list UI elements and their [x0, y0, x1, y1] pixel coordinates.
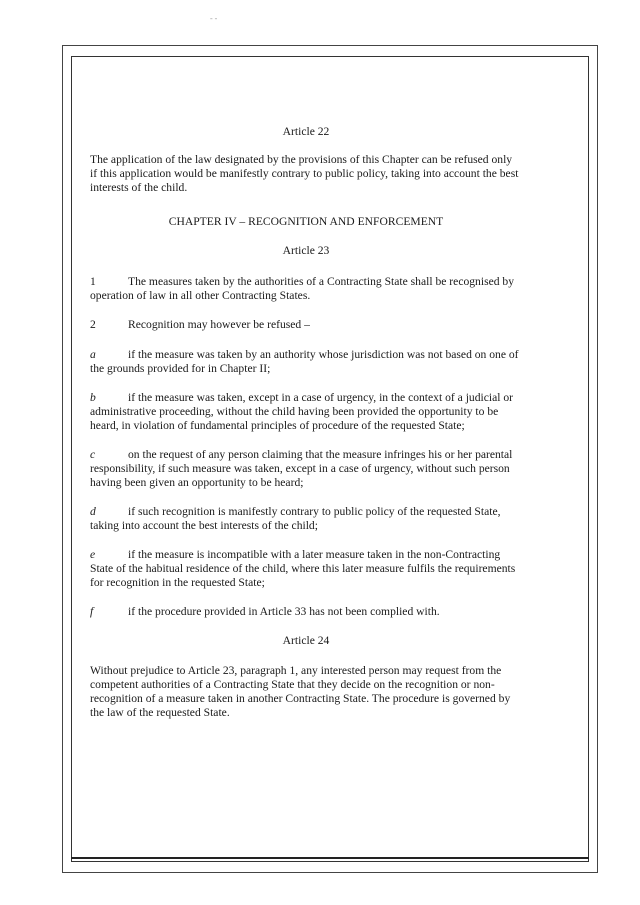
page-border-bottom-rule — [71, 857, 589, 859]
chapter-4-heading: CHAPTER IV – RECOGNITION AND ENFORCEMENT — [168, 215, 444, 228]
document-body — [90, 125, 522, 720]
paragraph-number: 1 — [90, 275, 96, 288]
article-24-heading: Article 24 — [282, 634, 330, 647]
article-23-item-a — [90, 348, 522, 376]
paragraph-text: Recognition may however be refused – — [128, 318, 310, 331]
item-text: on the request of any person claiming that the measure infringes his or her parental responsibility, if such measure was taken, except in a case of urgency, without such person having been given an opportunity to be heard; — [90, 448, 513, 489]
item-letter: d — [90, 505, 96, 518]
article-22-heading: Article 22 — [282, 125, 330, 138]
item-letter: f — [90, 605, 94, 618]
item-text: if the measure is incompatible with a later measure taken in the non-Contracting State of the habitual residence of the child, where this later measure fulfils the requirements for recognition in the requested State; — [90, 548, 516, 589]
article-23-paragraph-2 — [90, 318, 522, 332]
article-23-item-d — [90, 505, 522, 533]
item-text: if such recognition is manifestly contrary to public policy of the requested State, taking into account the best interests of the child; — [90, 505, 501, 532]
item-text: if the measure was taken, except in a case of urgency, in the context of a judicial or administrative proceeding, without the child having been provided the opportunity to be heard, in violation of fundamental principles of procedure of the requested State; — [90, 391, 514, 432]
article-23-item-e — [90, 548, 522, 590]
item-letter: b — [90, 391, 96, 404]
item-letter: a — [90, 348, 96, 361]
paragraph-number: 2 — [90, 318, 96, 331]
article-23-item-c — [90, 448, 522, 490]
item-text: if the procedure provided in Article 33 has not been complied with. — [128, 605, 440, 618]
article-23-heading: Article 23 — [282, 244, 330, 257]
article-23-item-f — [90, 605, 522, 619]
item-letter: c — [90, 448, 96, 461]
paragraph-text: The measures taken by the authorities of a Contracting State shall be recognised by operation of law in all other Contracting States. — [90, 275, 515, 302]
item-text: if the measure was taken by an authority whose jurisdiction was not based on one of the grounds provided for in Chapter II; — [90, 348, 519, 375]
article-22-text: The application of the law designated by the provisions of this Chapter can be refused only if this application would be manifestly contrary to public policy, taking into account the best interests of the child. — [90, 153, 519, 194]
article-23-item-b — [90, 391, 522, 433]
item-letter: e — [90, 548, 96, 561]
article-23-paragraph-1 — [90, 275, 522, 303]
article-24-text: Without prejudice to Article 23, paragraph 1, any interested person may request from the competent authorities of a Contracting State that they decide on the recognition or non-recognition of a measure taken in another Contracting State. The procedure is governed by the law of the requested State. — [90, 664, 511, 719]
scan-speck: - - — [210, 14, 218, 23]
